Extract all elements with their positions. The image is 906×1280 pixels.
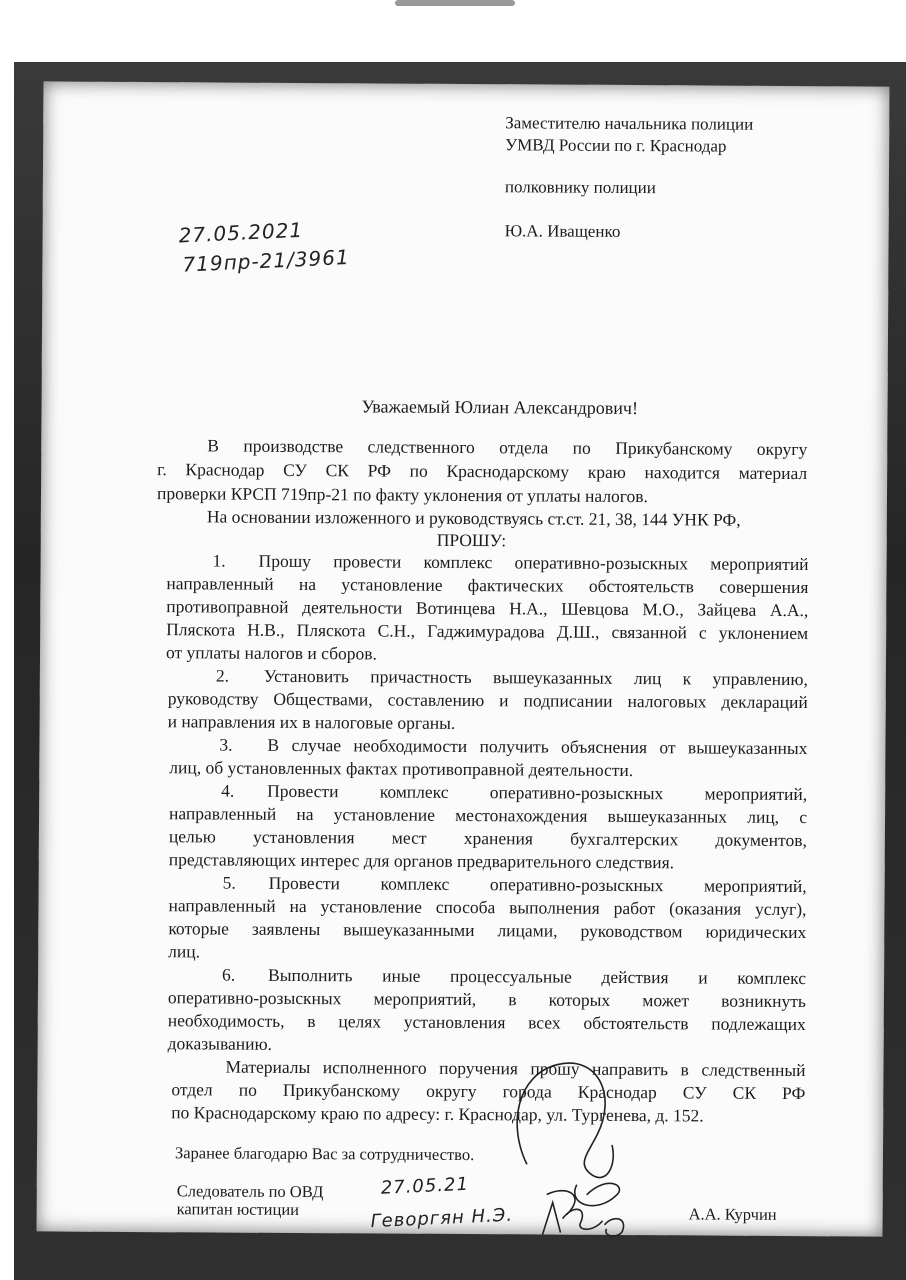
item-line: необходимость, в целях установления всех обстоятельств подлежащих xyxy=(167,1010,806,1035)
item-line: Пляскота Н.В., Пляскота С.Н., Гаджимурадова Д.Ш., связанной с уклонением xyxy=(166,619,809,644)
initials-scribble xyxy=(532,1194,632,1245)
request-word: ПРОШУ: xyxy=(436,529,507,551)
handwritten-sign-name: Геворгян Н.Э. xyxy=(370,1204,514,1233)
closing-line: по Краснодарскому краю по адресу: г. Краснодар, ул. Тургенева, д. 152. xyxy=(171,1102,704,1126)
item-number: 5. xyxy=(222,872,236,893)
addressee-line-2: УМВД России по г. Краснодар xyxy=(505,135,727,156)
item-line: оперативно-розыскных мероприятий, в которых может возникнуть xyxy=(167,987,806,1012)
item-number: 1. xyxy=(212,550,226,571)
item-line: целью установления мест хранения бухгалтерских документов, xyxy=(168,826,807,851)
scan-artifact xyxy=(395,0,515,6)
addressee-rank: полковнику полиции xyxy=(504,177,656,198)
item-number: 2. xyxy=(215,665,230,686)
signer-title-1: Следователь по ОВД xyxy=(176,1181,324,1202)
item-number: 4. xyxy=(221,780,235,801)
item-line: направленный на установление способа выполнения работ (оказания услуг), xyxy=(168,895,807,920)
item-line: руководству Обществами, составлению и подписании налоговых деклараций xyxy=(167,688,808,713)
thanks-line: Заранее благодарю Вас за сотрудничество. xyxy=(174,1143,475,1165)
item-line: Выполнить иные процессуальные действия и комплекс xyxy=(268,964,807,989)
item-line: направленный на установление местонахождения вышеуказанных лиц, с xyxy=(168,803,808,828)
paragraph-1-line: г. Краснодар СУ СК РФ по Краснодарскому краю находится материал xyxy=(157,459,808,484)
addressee-name: Ю.А. Иващенко xyxy=(504,221,621,241)
signer-title-2: капитан юстиции xyxy=(176,1199,300,1220)
item-line: которые заявлены вышеуказанными лицами, руководством юридических xyxy=(168,918,807,943)
item-line: от уплаты налогов и сборов. xyxy=(165,642,377,664)
paragraph-1-line: В производстве следственного отдела по Прикубанскому округу xyxy=(207,435,808,460)
closing-line: отдел по Прикубанскому округу города Краснодар СУ СК РФ xyxy=(171,1079,806,1104)
item-line: лиц. xyxy=(168,941,201,962)
handwritten-reg-number: 719пр-21/3961 xyxy=(181,244,351,277)
item-line: и направления их в налоговые органы. xyxy=(167,711,456,733)
handwritten-date: 27.05.2021 xyxy=(178,217,304,248)
item-line: представляющих интерес для органов предварительного следствия. xyxy=(168,849,675,873)
document-page xyxy=(36,81,889,1236)
item-line: доказыванию. xyxy=(167,1033,273,1054)
paragraph-2: На основании изложенного и руководствуясь ст.ст. 21, 38, 144 УНК РФ, xyxy=(206,506,741,530)
item-number: 6. xyxy=(222,964,236,985)
item-line: лиц, об установленных фактах противоправной деятельности. xyxy=(169,757,634,781)
item-line: противоправной деятельности Вотинцева Н.А., Шевцова М.О., Зайцева А.А., xyxy=(166,596,809,621)
item-line: Провести комплекс оперативно-розыскных мероприятий, xyxy=(267,780,808,805)
item-line: В случае необходимости получить объяснения от вышеуказанных xyxy=(267,734,808,759)
item-line: Установить причастность вышеуказанных лиц к управлению, xyxy=(263,665,808,690)
addressee-line-1: Заместителю начальника полиции xyxy=(505,113,754,134)
item-line: Провести комплекс оперативно-розыскных мероприятий, xyxy=(268,872,807,897)
item-line: направленный на установление фактических обстоятельств совершения xyxy=(166,573,809,598)
closing-line: Материалы исполненного поручения прошу направить в следственный xyxy=(225,1056,806,1081)
paragraph-1-line: проверки КРСП 719пр-21 по факту уклонения от уплаты налогов. xyxy=(156,483,649,507)
item-number: 3. xyxy=(219,734,233,755)
item-line: Прошу провести комплекс оперативно-розыскных мероприятий xyxy=(258,550,809,575)
salutation: Уважаемый Юлиан Александрович! xyxy=(361,396,639,419)
signer-name: А.А. Курчин xyxy=(688,1204,777,1224)
handwritten-sign-date: 27.05.21 xyxy=(380,1173,470,1199)
